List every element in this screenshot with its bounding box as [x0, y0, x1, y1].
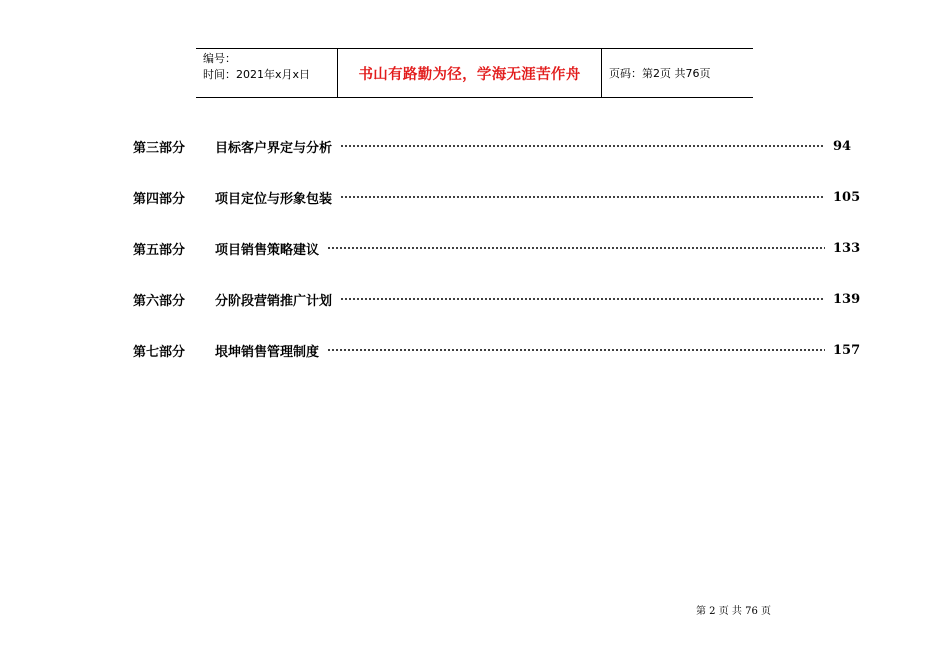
toc-part: 第五部分 [133, 242, 186, 258]
toc-title: 项目销售策略建议 [215, 242, 320, 258]
toc-entry[interactable] [133, 238, 863, 258]
dot-leader [327, 349, 825, 351]
header-divider [601, 49, 602, 97]
page-footer: 第 2 页 共 76 页 [696, 606, 771, 617]
toc-page-number: 94 [833, 138, 852, 154]
toc-part: 第六部分 [133, 293, 186, 309]
toc-entry[interactable] [133, 136, 863, 156]
toc-title: 垠坤销售管理制度 [215, 344, 320, 360]
toc-part: 第三部分 [133, 140, 186, 156]
toc-page-number: 157 [833, 342, 861, 358]
toc-page-number: 105 [833, 189, 861, 205]
document-header [196, 48, 753, 98]
dot-leader [327, 247, 825, 249]
toc-title: 项目定位与形象包装 [215, 191, 333, 207]
dot-leader [340, 298, 825, 300]
header-page-code: 页码：第2页 共76页 [609, 67, 711, 80]
toc-page-number: 133 [833, 240, 861, 256]
toc-title: 目标客户界定与分析 [215, 140, 333, 156]
toc-part: 第七部分 [133, 344, 186, 360]
toc-title: 分阶段营销推广计划 [215, 293, 333, 309]
dot-leader [340, 196, 825, 198]
toc-entry[interactable] [133, 289, 863, 309]
toc-page-number: 139 [833, 291, 861, 307]
time-label: 时间：2021年x月x日 [203, 68, 311, 81]
toc-part: 第四部分 [133, 191, 186, 207]
toc-entry[interactable] [133, 340, 863, 360]
header-motto: 书山有路勤为径，学海无涯苦作舟 [358, 66, 581, 83]
number-label: 编号： [203, 52, 236, 65]
dot-leader [340, 145, 825, 147]
toc-entry[interactable] [133, 187, 863, 207]
header-meta [203, 51, 310, 83]
